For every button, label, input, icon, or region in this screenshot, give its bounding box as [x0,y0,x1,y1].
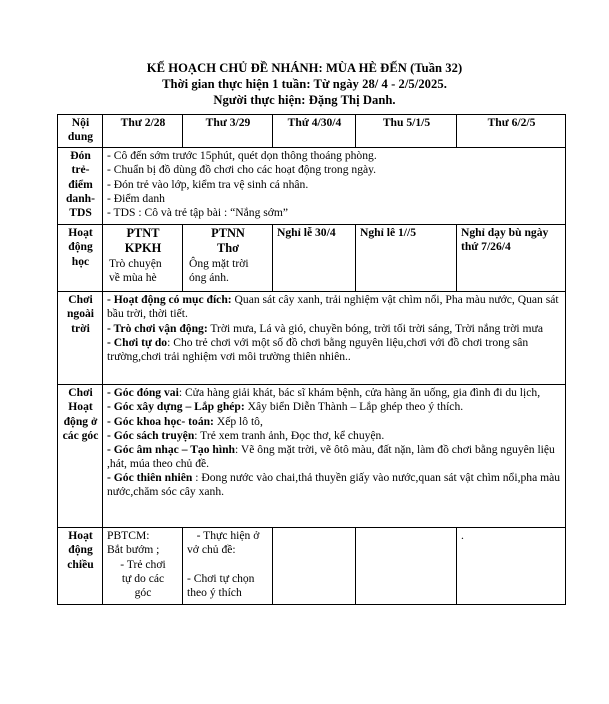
table-row [58,292,566,385]
outdoor-purpose-text: Quan sát cây xanh, trải nghiệm vật chìm nổi, Pha màu nước, Quan sát bầu trời, thời tiết. [107,293,559,321]
tuesday-activity-line1: Ông mặt trời [189,256,249,270]
outdoor-movement-label: - Trò chơi vận động: [107,321,208,335]
row-label-don-tre: Đón trẻ- điểm danh- TDS [58,148,103,225]
table-row [58,148,566,225]
column-header-wednesday: Thứ 4/30/4 [273,115,356,148]
corner-books [107,429,562,443]
column-header-thursday: Thu 5/1/5 [356,115,457,148]
table-row [58,225,566,292]
column-header-friday: Thư 6/2/5 [457,115,566,148]
don-tre-line-1: - Cô đến sớm trước 15phút, quét dọn thông thoáng phòng. [107,149,377,163]
outdoor-free-label: - Chơi tự do [107,335,168,349]
corner-science-math-label: - Góc khoa học- toán: [107,414,214,428]
chieu-monday-line2: Bắt bướm ; [107,543,160,557]
cell-chieu-friday: . [457,528,566,605]
row-label-hoat-dong-chieu: Hoạt động chiều [58,528,103,605]
chieu-monday-line1: PBTCM: [107,529,150,543]
corner-science-math-text: Xếp lô tô, [213,414,263,428]
row-content-choi-goc [103,385,566,528]
don-tre-line-3: - Đón trẻ vào lớp, kiểm tra vệ sinh cá nhân. [107,177,309,191]
cell-chieu-monday [103,528,183,605]
corner-music-art [107,443,562,471]
row-content-don-tre [103,148,566,225]
plan-timeframe: Thời gian thực hiện 1 tuần: Từ ngày 28/ 4 - 2/5/2025. [162,77,447,92]
cell-chieu-tuesday [183,528,273,605]
kpkh-subheading: KPKH [124,241,162,256]
tuesday-activity-line2: óng ánh. [189,270,229,284]
table-header-row [58,115,566,148]
corner-construction-text: Xây biển Diễn Thành – Lắp ghép theo ý thích. [244,400,464,414]
corner-roleplay-label: - Góc đóng vai [107,386,179,400]
cell-hoat-dong-hoc-monday [103,225,183,292]
corner-roleplay [107,386,562,400]
corner-construction [107,400,562,414]
table-row [58,385,566,528]
cell-hoat-dong-hoc-tuesday [183,225,273,292]
don-tre-line-4: - Điểm danh [107,191,165,205]
plan-author: Người thực hiện: Đặng Thị Danh. [213,93,396,108]
document-header [0,0,609,108]
don-tre-line-2: - Chuẩn bị đồ dùng đồ chơi cho các hoạt động trong ngày. [107,163,377,177]
column-header-tuesday: Thư 3/29 [183,115,273,148]
ptnn-heading: PTNN [211,226,245,241]
corner-nature-label: - Góc thiên nhiên [107,471,193,485]
corner-construction-label: - Góc xây dựng – Lắp ghép: [107,400,245,414]
cell-chieu-wednesday [273,528,356,605]
plan-title: KẾ HOẠCH CHỦ ĐỀ NHÁNH: MÙA HÈ ĐẾN (Tuần 32) [146,61,463,75]
table-row [58,528,566,605]
chieu-tuesday-spacer [187,558,269,572]
cell-chieu-thursday [356,528,457,605]
corner-books-label: - Góc sách truyện [107,428,195,442]
column-header-noi-dung: Nội dung [58,115,103,148]
outdoor-free-text: : Cho trẻ chơi với một số đồ chơi bằng nguyên liệu,chơi với đồ chơi trong sân trường,chơi trải nghiệm vơi môi trường thiên nhiên.. [107,335,529,363]
row-content-choi-ngoai-troi [103,292,566,385]
outdoor-purpose-activity [107,293,562,321]
outdoor-movement-text: Trời mưa, Lá và gió, chuyền bóng, trời tối trời sáng, Trời nắng trời mưa [207,321,543,335]
corner-music-art-label: - Góc âm nhạc – Tạo hình [107,442,235,456]
corner-books-text: : Trẻ xem tranh ảnh, Đọc thơ, kể chuyện. [194,428,385,442]
chieu-tuesday-line1: - Thực hiện ở [196,529,260,543]
tho-subheading: Thơ [216,241,240,256]
chieu-tuesday-line3: - Chơi tự chọn [187,571,255,585]
column-header-monday: Thư 2/28 [103,115,183,148]
monday-activity-line1: Trò chuyện [109,256,162,270]
corner-nature-text: : Đong nước vào chai,thả thuyền giấy vào nước,quan sát vật chìm nổi,pha màu nước,chăm sóc cây xanh. [107,471,561,499]
row-label-choi-goc: Chơi Hoạt động ở các góc [58,385,103,528]
chieu-tuesday-line2: vở chủ đề: [187,543,236,557]
row-label-choi-ngoai-troi: Chơi ngoài trời [58,292,103,385]
outdoor-free-play [107,336,562,364]
corner-science-math [107,415,562,429]
chieu-tuesday-line4: theo ý thích [187,585,242,599]
chieu-monday-line4: tự do các [121,571,165,585]
monday-activity-line2: về mùa hè [109,270,157,284]
outdoor-movement-games [107,322,562,336]
outdoor-purpose-label: - Hoạt động có mục đích: [107,293,232,307]
corner-roleplay-text: : Cửa hàng giải khát, bác sĩ khám bệnh, cửa hàng ăn uống, gia đình đi du lịch, [178,386,541,400]
ptnt-heading: PTNT [126,226,160,241]
row-label-hoat-dong-hoc: Hoạt động học [58,225,103,292]
cell-hoat-dong-hoc-thursday: Nghỉ lê 1//5 [356,225,457,292]
corner-nature [107,471,562,499]
chieu-monday-line5: góc [134,585,152,599]
don-tre-line-5: - TDS : Cô và trẻ tập bài : “Nắng sớm” [107,205,289,219]
cell-hoat-dong-hoc-friday: Nghỉ dạy bù ngày thứ 7/26/4 [457,225,566,292]
corner-music-art-text: : Vẽ ông mặt trời, vẽ ôtô màu, đất nặn, làm đồ chơi bằng nguyên liệu ,hát, múa theo chủ đề. [107,442,555,471]
weekly-plan-table [57,114,566,605]
cell-hoat-dong-hoc-wednesday: Nghỉ lễ 30/4 [273,225,356,292]
chieu-monday-line3: - Trẻ chơi [120,557,166,571]
